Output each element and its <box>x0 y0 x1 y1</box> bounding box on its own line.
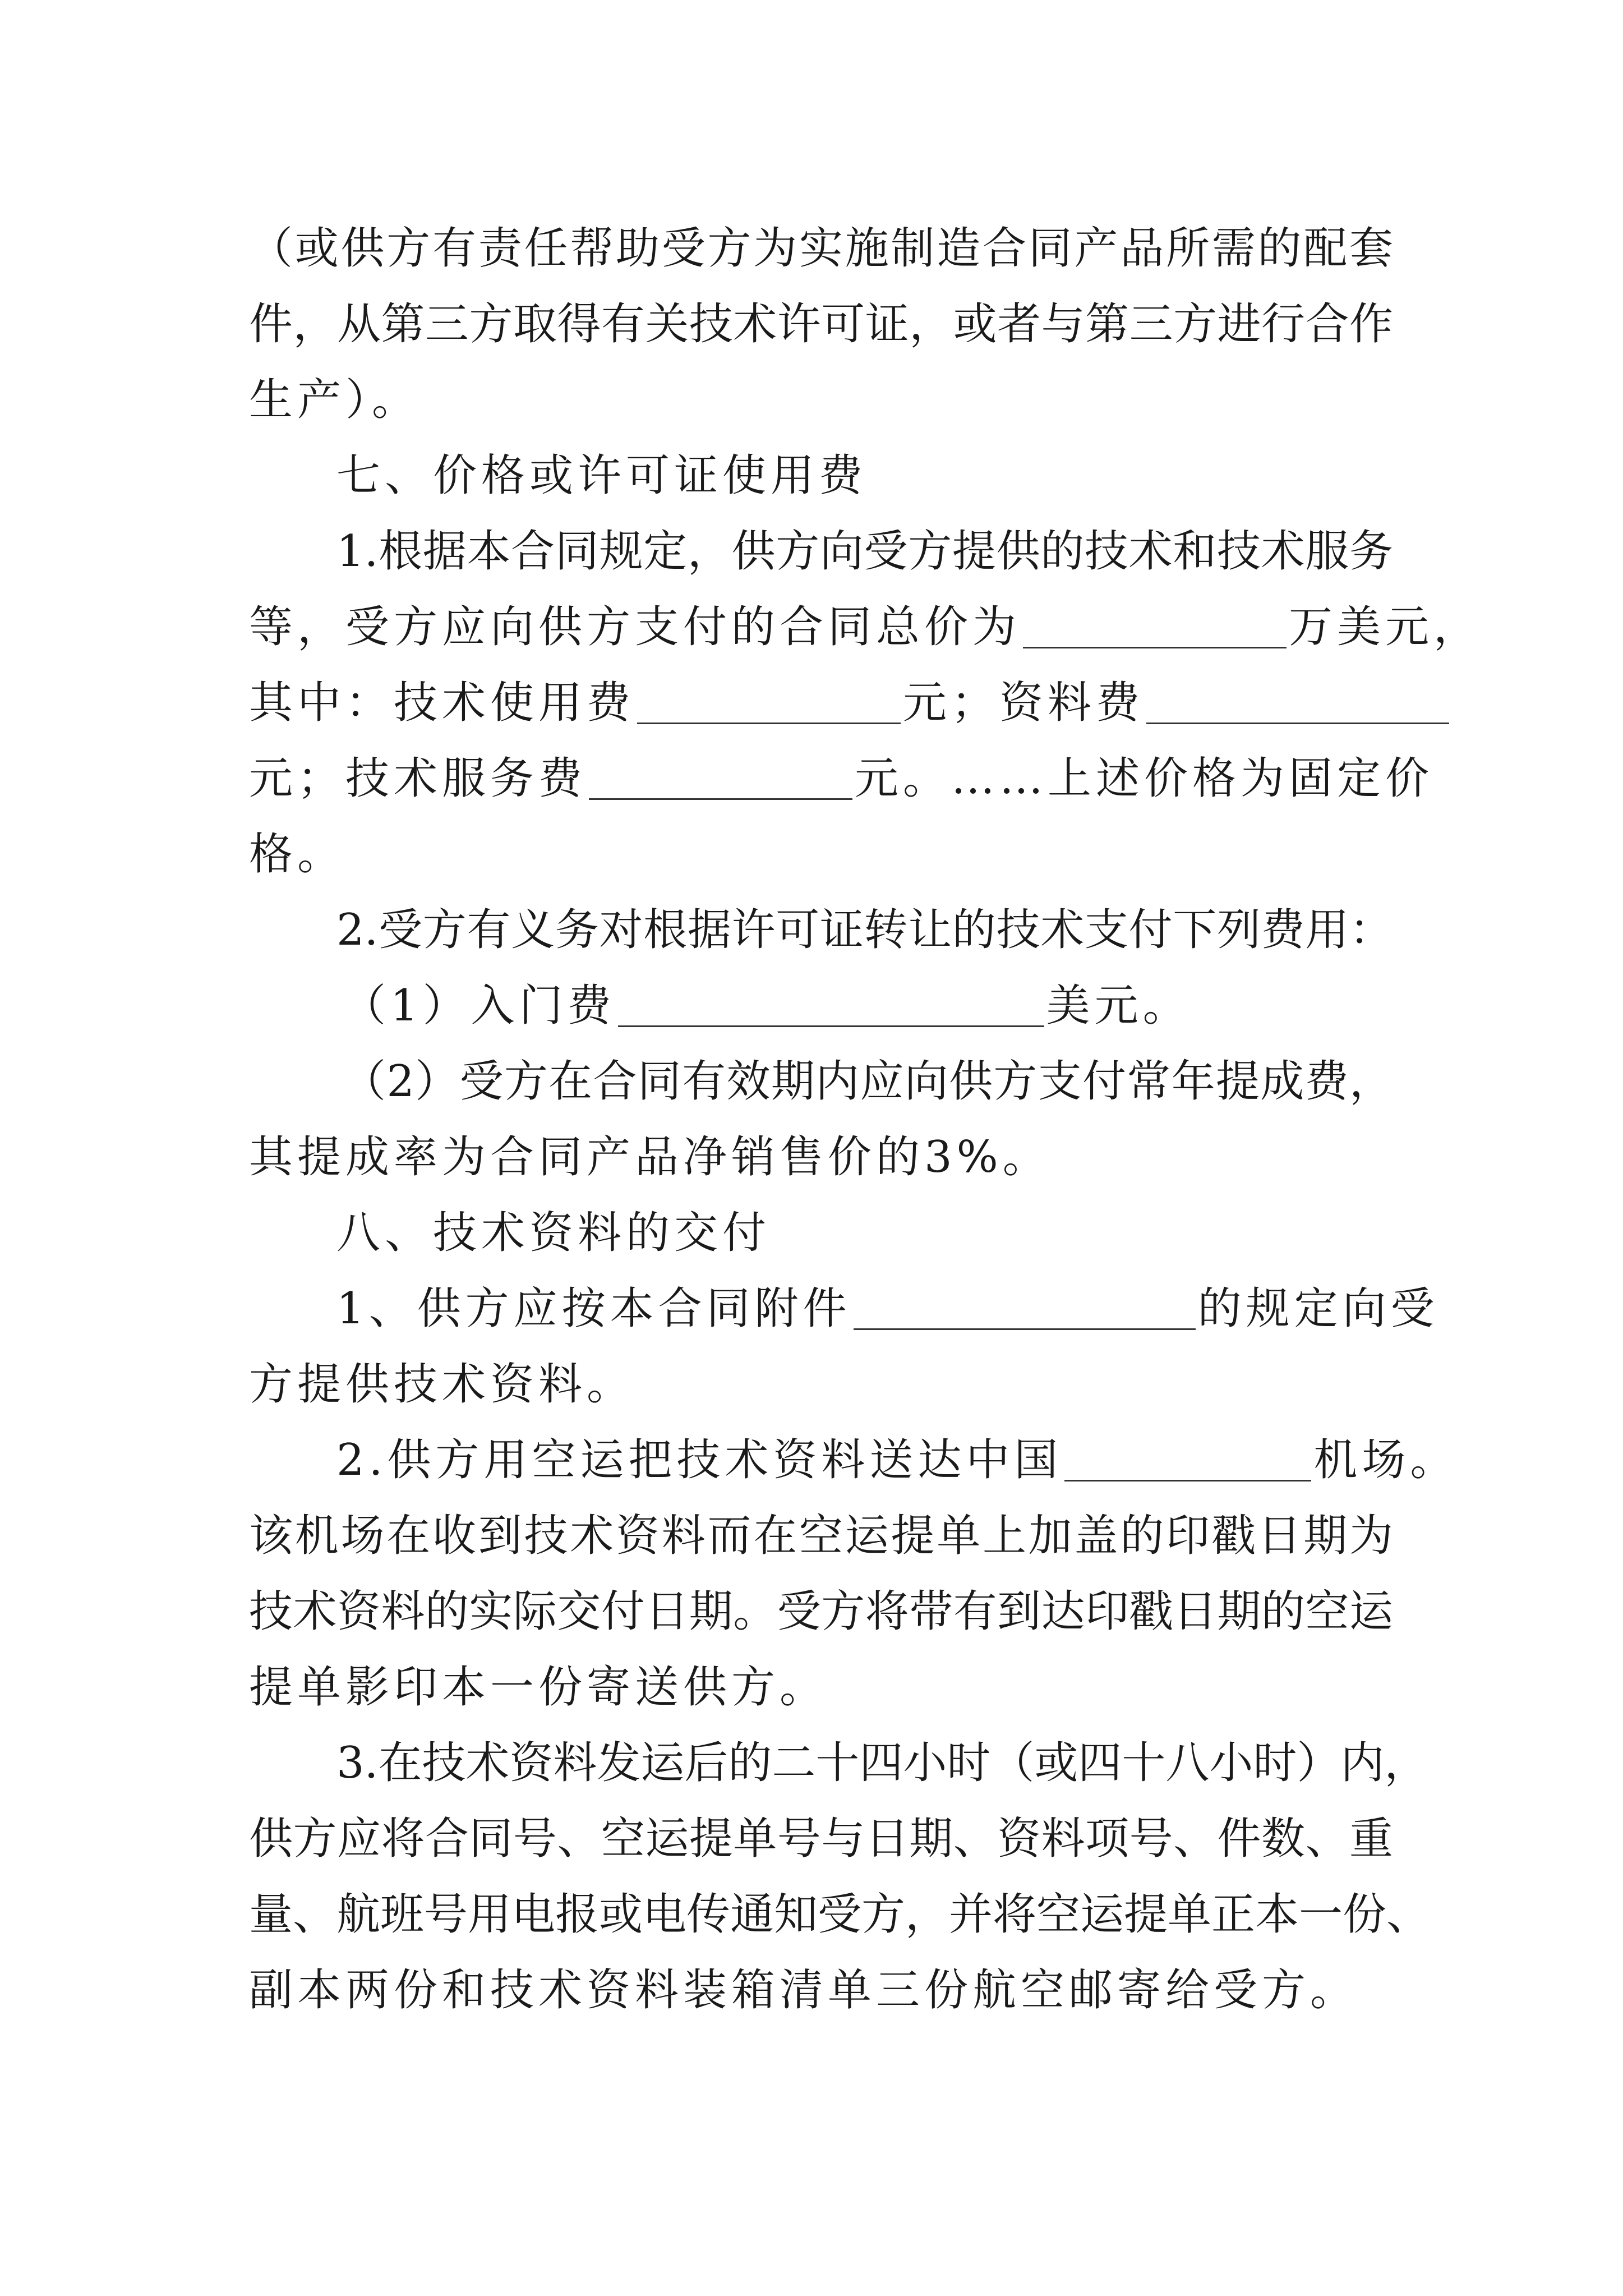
paragraph-line <box>336 1423 1459 1498</box>
text-segment: 美元。 <box>1046 981 1191 1031</box>
section-heading-delivery: 八、技术资料的交付 <box>336 1208 771 1258</box>
fill-in-blank-service-fee[interactable] <box>589 754 852 800</box>
paragraph-line: （2）受方在合同有效期内应向供方支付常年提成费， <box>342 1056 1393 1107</box>
fill-in-blank-airport[interactable] <box>1064 1436 1311 1481</box>
text-segment: 元。……上述价格为固定价 <box>855 753 1434 804</box>
text-segment: 1、供方应按本合同附件 <box>336 1283 851 1334</box>
text-segment: （1）入门费 <box>342 981 616 1031</box>
paragraph-line: （或供方有责任帮助受方为实施制造合同产品所需的配套 <box>249 223 1393 274</box>
paragraph-line: 2.受方有义务对根据许可证转让的技术支付下列费用： <box>336 905 1393 955</box>
paragraph-line: 方提供技术资料。 <box>249 1359 635 1410</box>
paragraph-line <box>249 590 1482 665</box>
paragraph-line: 1.根据本合同规定，供方向受方提供的技术和技术服务 <box>336 526 1393 577</box>
paragraph-line <box>249 741 1434 817</box>
paragraph-line <box>336 1271 1439 1347</box>
text-segment: 万美元， <box>1289 602 1482 652</box>
paragraph-line: 格。 <box>249 829 346 880</box>
paragraph-line: 技术资料的实际交付日期。受方将带有到达印戳日期的空运 <box>249 1586 1393 1637</box>
text-segment: 元；技术服务费 <box>249 753 587 804</box>
paragraph-line: 件，从第三方取得有关技术许可证，或者与第三方进行合作 <box>249 299 1393 349</box>
paragraph-line <box>249 665 1393 741</box>
text-segment: 2.供方用空运把技术资料送达中国 <box>336 1435 1063 1485</box>
fill-in-blank-total-price[interactable] <box>1023 603 1287 648</box>
fill-in-blank-data-fee[interactable] <box>1146 679 1449 724</box>
fill-in-blank-tech-fee[interactable] <box>637 679 901 724</box>
fill-in-blank-entry-fee[interactable] <box>618 982 1044 1027</box>
text-segment: 的规定向受 <box>1197 1283 1439 1334</box>
section-heading-price: 七、价格或许可证使用费 <box>336 450 868 501</box>
text-segment: 元；资料费 <box>903 678 1145 728</box>
fill-in-blank-annex[interactable] <box>854 1285 1196 1330</box>
text-segment: 其中：技术使用费 <box>249 678 635 728</box>
paragraph-line: 供方应将合同号、空运提单号与日期、资料项号、件数、重 <box>249 1814 1393 1864</box>
paragraph-line: 提单影印本一份寄送供方。 <box>249 1662 828 1713</box>
paragraph-line: 3.在技术资料发运后的二十四小时（或四十八小时）内， <box>336 1738 1428 1788</box>
paragraph-line <box>342 968 1393 1044</box>
paragraph-line: 生产）。 <box>249 375 421 425</box>
paragraph-line: 量、航班号用电报或电传通知受方，并将空运提单正本一份、 <box>249 1889 1431 1940</box>
paragraph-line: 其提成率为合同产品净销售价的3%。 <box>249 1132 1051 1182</box>
text-segment: 等，受方应向供方支付的合同总价为 <box>249 602 1021 652</box>
paragraph-line: 副本两份和技术资料装箱清单三份航空邮寄给受方。 <box>249 1965 1359 2016</box>
text-segment: 机场。 <box>1313 1435 1459 1485</box>
paragraph-line: 该机场在收到技术资料而在空运提单上加盖的印戳日期为 <box>249 1511 1393 1561</box>
